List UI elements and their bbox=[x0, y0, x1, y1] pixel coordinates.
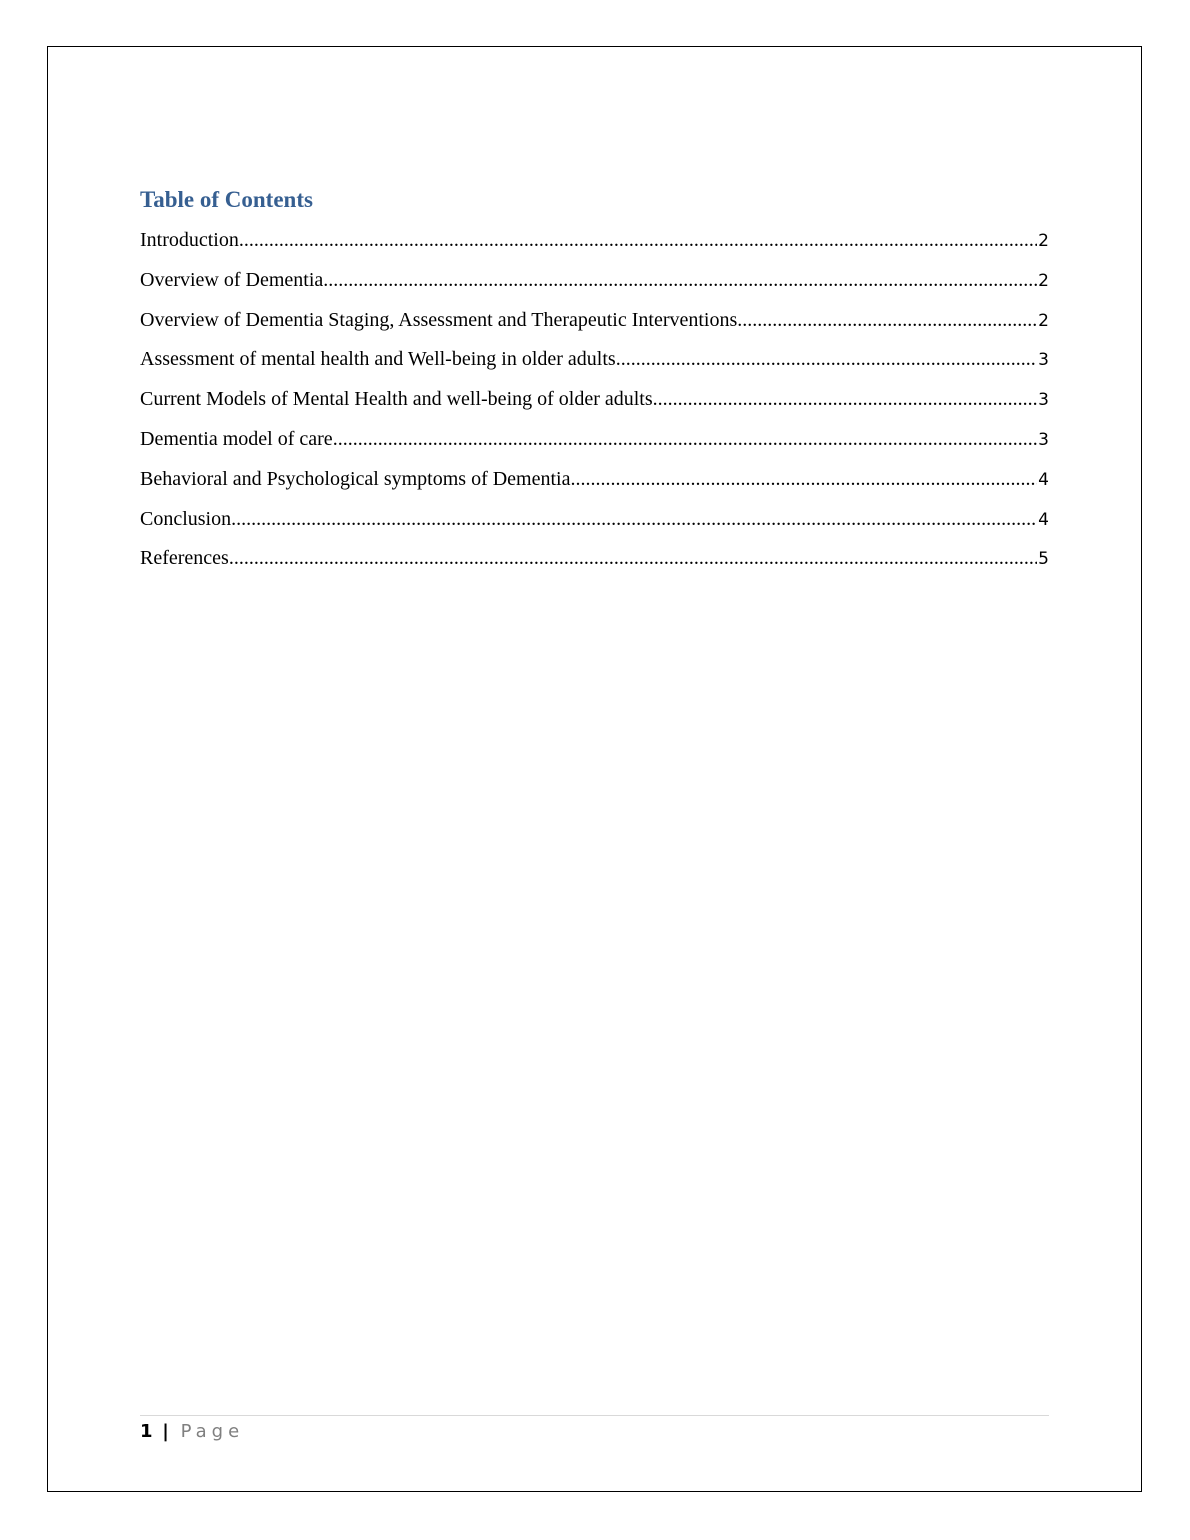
toc-entry-introduction[interactable] bbox=[140, 227, 1049, 267]
toc-dot-leader bbox=[239, 227, 1037, 253]
toc-entry-page-number: 2 bbox=[1038, 270, 1049, 291]
toc-entry-current-models[interactable] bbox=[140, 386, 1049, 426]
toc-dot-leader bbox=[653, 386, 1038, 412]
toc-entry-assessment-mental-health[interactable] bbox=[140, 346, 1049, 386]
toc-entry-page-number: 5 bbox=[1038, 549, 1049, 570]
toc-dot-leader bbox=[323, 267, 1037, 293]
toc-entry-page-number: 3 bbox=[1038, 350, 1049, 371]
toc-entry-title: Current Models of Mental Health and well-being of older adults bbox=[140, 388, 653, 411]
footer-page-number: 1 bbox=[140, 1421, 153, 1442]
footer-divider bbox=[140, 1415, 1049, 1416]
toc-entry-title: Overview of Dementia Staging, Assessment and Therapeutic Interventions bbox=[140, 308, 738, 331]
toc-entry-title: Assessment of mental health and Well-being in older adults bbox=[140, 348, 616, 371]
toc-heading: Table of Contents bbox=[140, 187, 313, 212]
toc-entry-dementia-model-of-care[interactable] bbox=[140, 426, 1049, 466]
toc-entry-page-number: 4 bbox=[1038, 509, 1049, 530]
toc-dot-leader bbox=[231, 506, 1037, 532]
toc-dot-leader bbox=[229, 545, 1037, 571]
toc-entry-page-number: 4 bbox=[1038, 469, 1049, 490]
toc-entry-page-number: 2 bbox=[1038, 310, 1049, 331]
toc-entry-title: Behavioral and Psychological symptoms of Dementia bbox=[140, 467, 571, 490]
toc-entry-page-number: 3 bbox=[1038, 429, 1049, 450]
toc-entry-conclusion[interactable] bbox=[140, 506, 1049, 546]
toc-entry-title: References bbox=[140, 547, 229, 570]
toc-entry-page-number: 3 bbox=[1038, 390, 1049, 411]
toc-entry-title: Introduction bbox=[140, 229, 239, 251]
toc-entry-title: Conclusion bbox=[140, 507, 232, 530]
toc-entry-references[interactable] bbox=[140, 545, 1049, 585]
toc-dot-leader bbox=[616, 346, 1037, 372]
toc-dot-leader bbox=[333, 426, 1037, 452]
toc-entry-title: Overview of Dementia bbox=[140, 268, 324, 291]
toc-entry-overview-of-dementia[interactable] bbox=[140, 267, 1049, 307]
toc-entry-page-number: 2 bbox=[1038, 231, 1049, 251]
page-footer bbox=[140, 1420, 244, 1444]
toc-entry-staging-assessment[interactable] bbox=[140, 307, 1049, 347]
toc-list bbox=[140, 227, 1049, 585]
toc-dot-leader bbox=[737, 307, 1037, 333]
toc-dot-leader bbox=[570, 466, 1037, 492]
footer-page-label: Page bbox=[180, 1421, 245, 1442]
toc-entry-behavioral-symptoms[interactable] bbox=[140, 466, 1049, 506]
toc-entry-title: Dementia model of care bbox=[140, 427, 333, 450]
footer-separator: | bbox=[162, 1421, 169, 1442]
